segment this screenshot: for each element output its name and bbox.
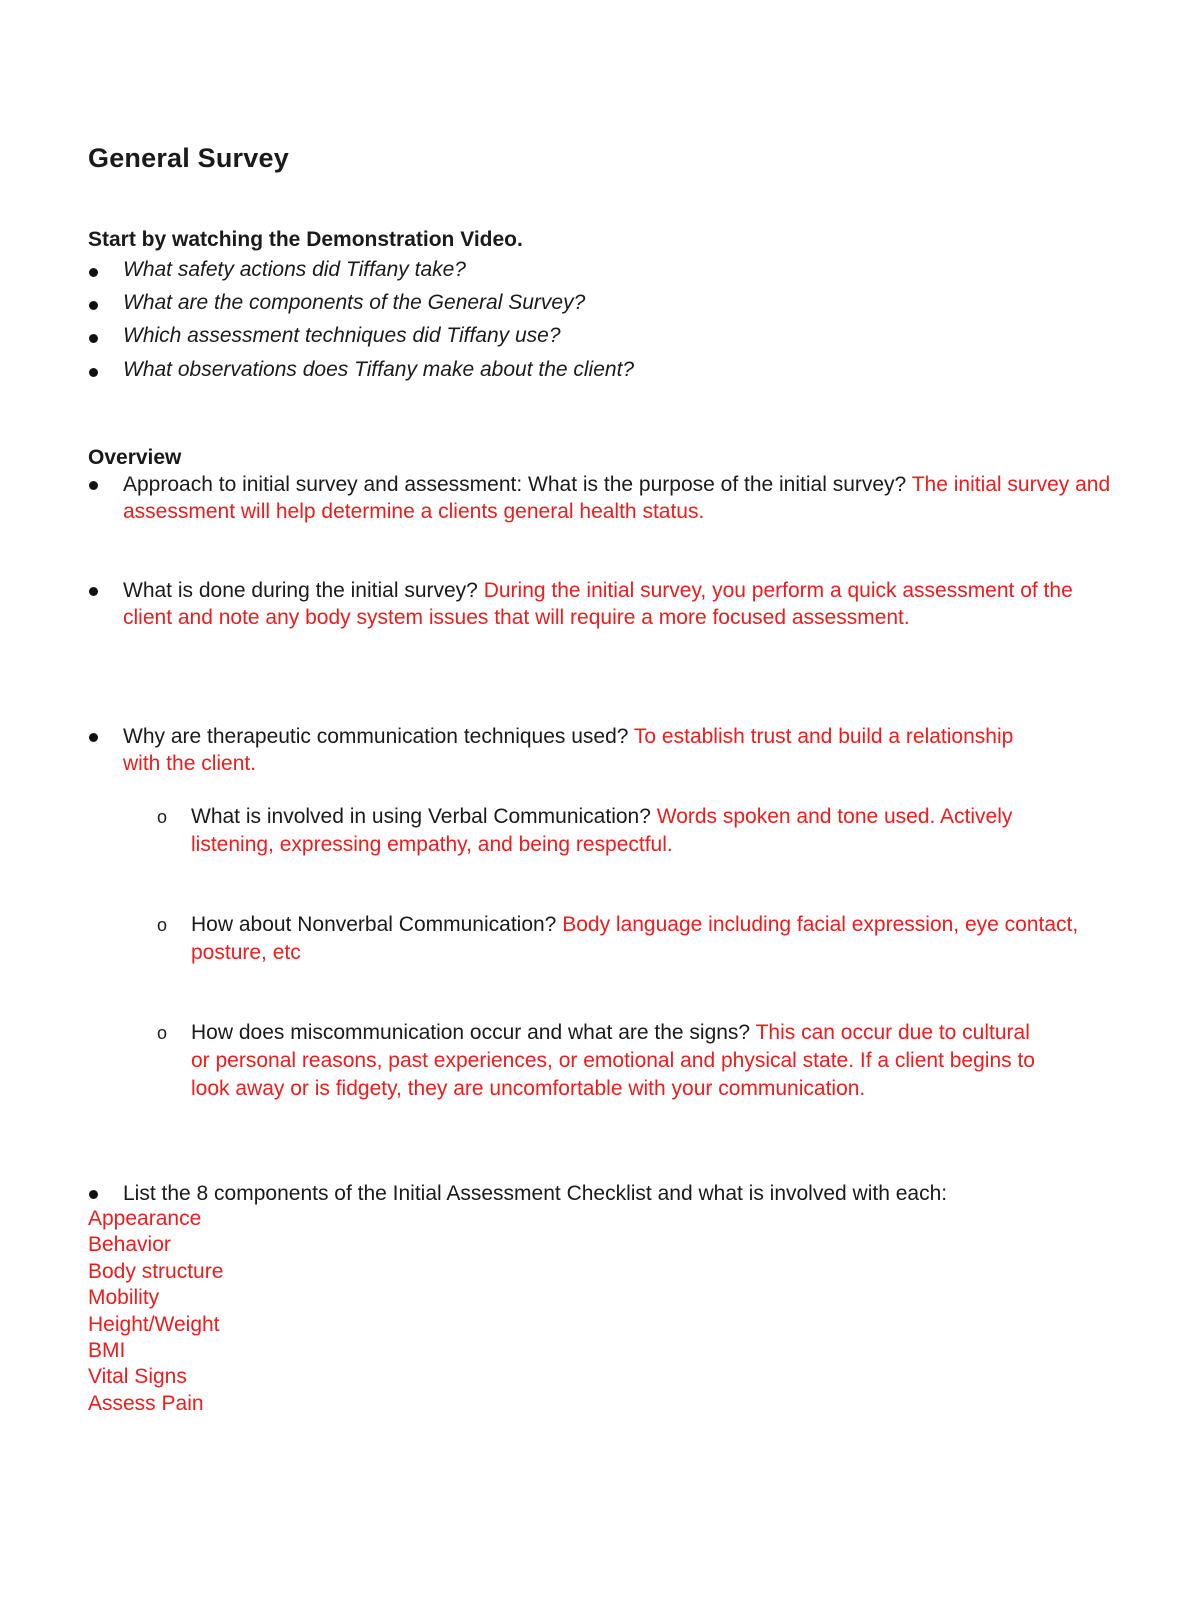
- overview-answer: To establish trust and build a relationship with the client.: [123, 725, 1014, 775]
- bullet-icon: [89, 1190, 98, 1199]
- sub-answer: This can occur due to cultural or personal reasons, past experiences, or emotional and physical state. If a client begins to look away or is fidgety, they are uncomfortable with your communication.: [191, 1021, 1035, 1100]
- checklist-answer: BMI: [88, 1339, 126, 1363]
- sub-question: What is involved in using Verbal Communication?: [191, 805, 651, 828]
- hollow-bullet-icon: o: [157, 915, 168, 935]
- sub-item-text: [191, 1019, 1051, 1103]
- checklist-answer: Appearance: [88, 1207, 202, 1230]
- bullet-icon: [89, 587, 98, 596]
- overview-question: Why are therapeutic communication techniques used?: [123, 725, 629, 748]
- overview-answer: The initial survey and assessment will help determine a clients general health status.: [123, 473, 1111, 523]
- question-text: Which assessment techniques did Tiffany use?: [123, 324, 561, 347]
- checklist-answer: Vital Signs: [88, 1365, 187, 1389]
- bullet-icon: [89, 368, 98, 377]
- intro-instruction: Start by watching the Demonstration Video.: [88, 228, 523, 251]
- checklist-answer: Height/Weight: [88, 1312, 220, 1336]
- overview-answer: During the initial survey, you perform a quick assessment of the client and note any body system issues that will require a more focused assessment.: [123, 579, 1073, 629]
- bullet-icon: [89, 481, 98, 490]
- checklist-answer: Assess Pain: [88, 1391, 204, 1415]
- question-text: What safety actions did Tiffany take?: [123, 258, 466, 281]
- question-text: What are the components of the General Survey?: [123, 291, 586, 314]
- bullet-icon: [89, 733, 98, 742]
- checklist-answer: Body structure: [88, 1259, 224, 1283]
- checklist-answer: Mobility: [88, 1286, 160, 1310]
- sub-question: How about Nonverbal Communication?: [191, 913, 557, 936]
- overview-item-text: [123, 577, 1118, 631]
- checklist-question: List the 8 components of the Initial Assessment Checklist and what is involved with each:: [123, 1182, 948, 1205]
- overview-heading: Overview: [88, 446, 182, 469]
- sub-item-text: [191, 803, 1031, 859]
- bullet-icon: [89, 268, 98, 277]
- sub-item-text: [191, 911, 1096, 967]
- bullet-icon: [89, 301, 98, 310]
- overview-item-text: [123, 723, 1023, 777]
- checklist-answer-list: [88, 1206, 223, 1417]
- sub-answer: Words spoken and tone used. Actively listening, expressing empathy, and being respectful.: [191, 805, 1013, 856]
- sub-answer: Body language including facial expression, eye contact, posture, etc: [191, 913, 1079, 964]
- checklist-answer: Behavior: [88, 1233, 171, 1257]
- overview-item-text: [123, 471, 1118, 525]
- hollow-bullet-icon: o: [157, 1023, 168, 1043]
- document-title: General Survey: [88, 143, 289, 173]
- question-text: What observations does Tiffany make about the client?: [123, 358, 635, 381]
- sub-question: How does miscommunication occur and what are the signs?: [191, 1021, 751, 1044]
- bullet-icon: [89, 334, 98, 343]
- hollow-bullet-icon: o: [157, 807, 168, 827]
- overview-question: Approach to initial survey and assessment: What is the purpose of the initial survey?: [123, 473, 907, 496]
- overview-question: What is done during the initial survey?: [123, 579, 478, 602]
